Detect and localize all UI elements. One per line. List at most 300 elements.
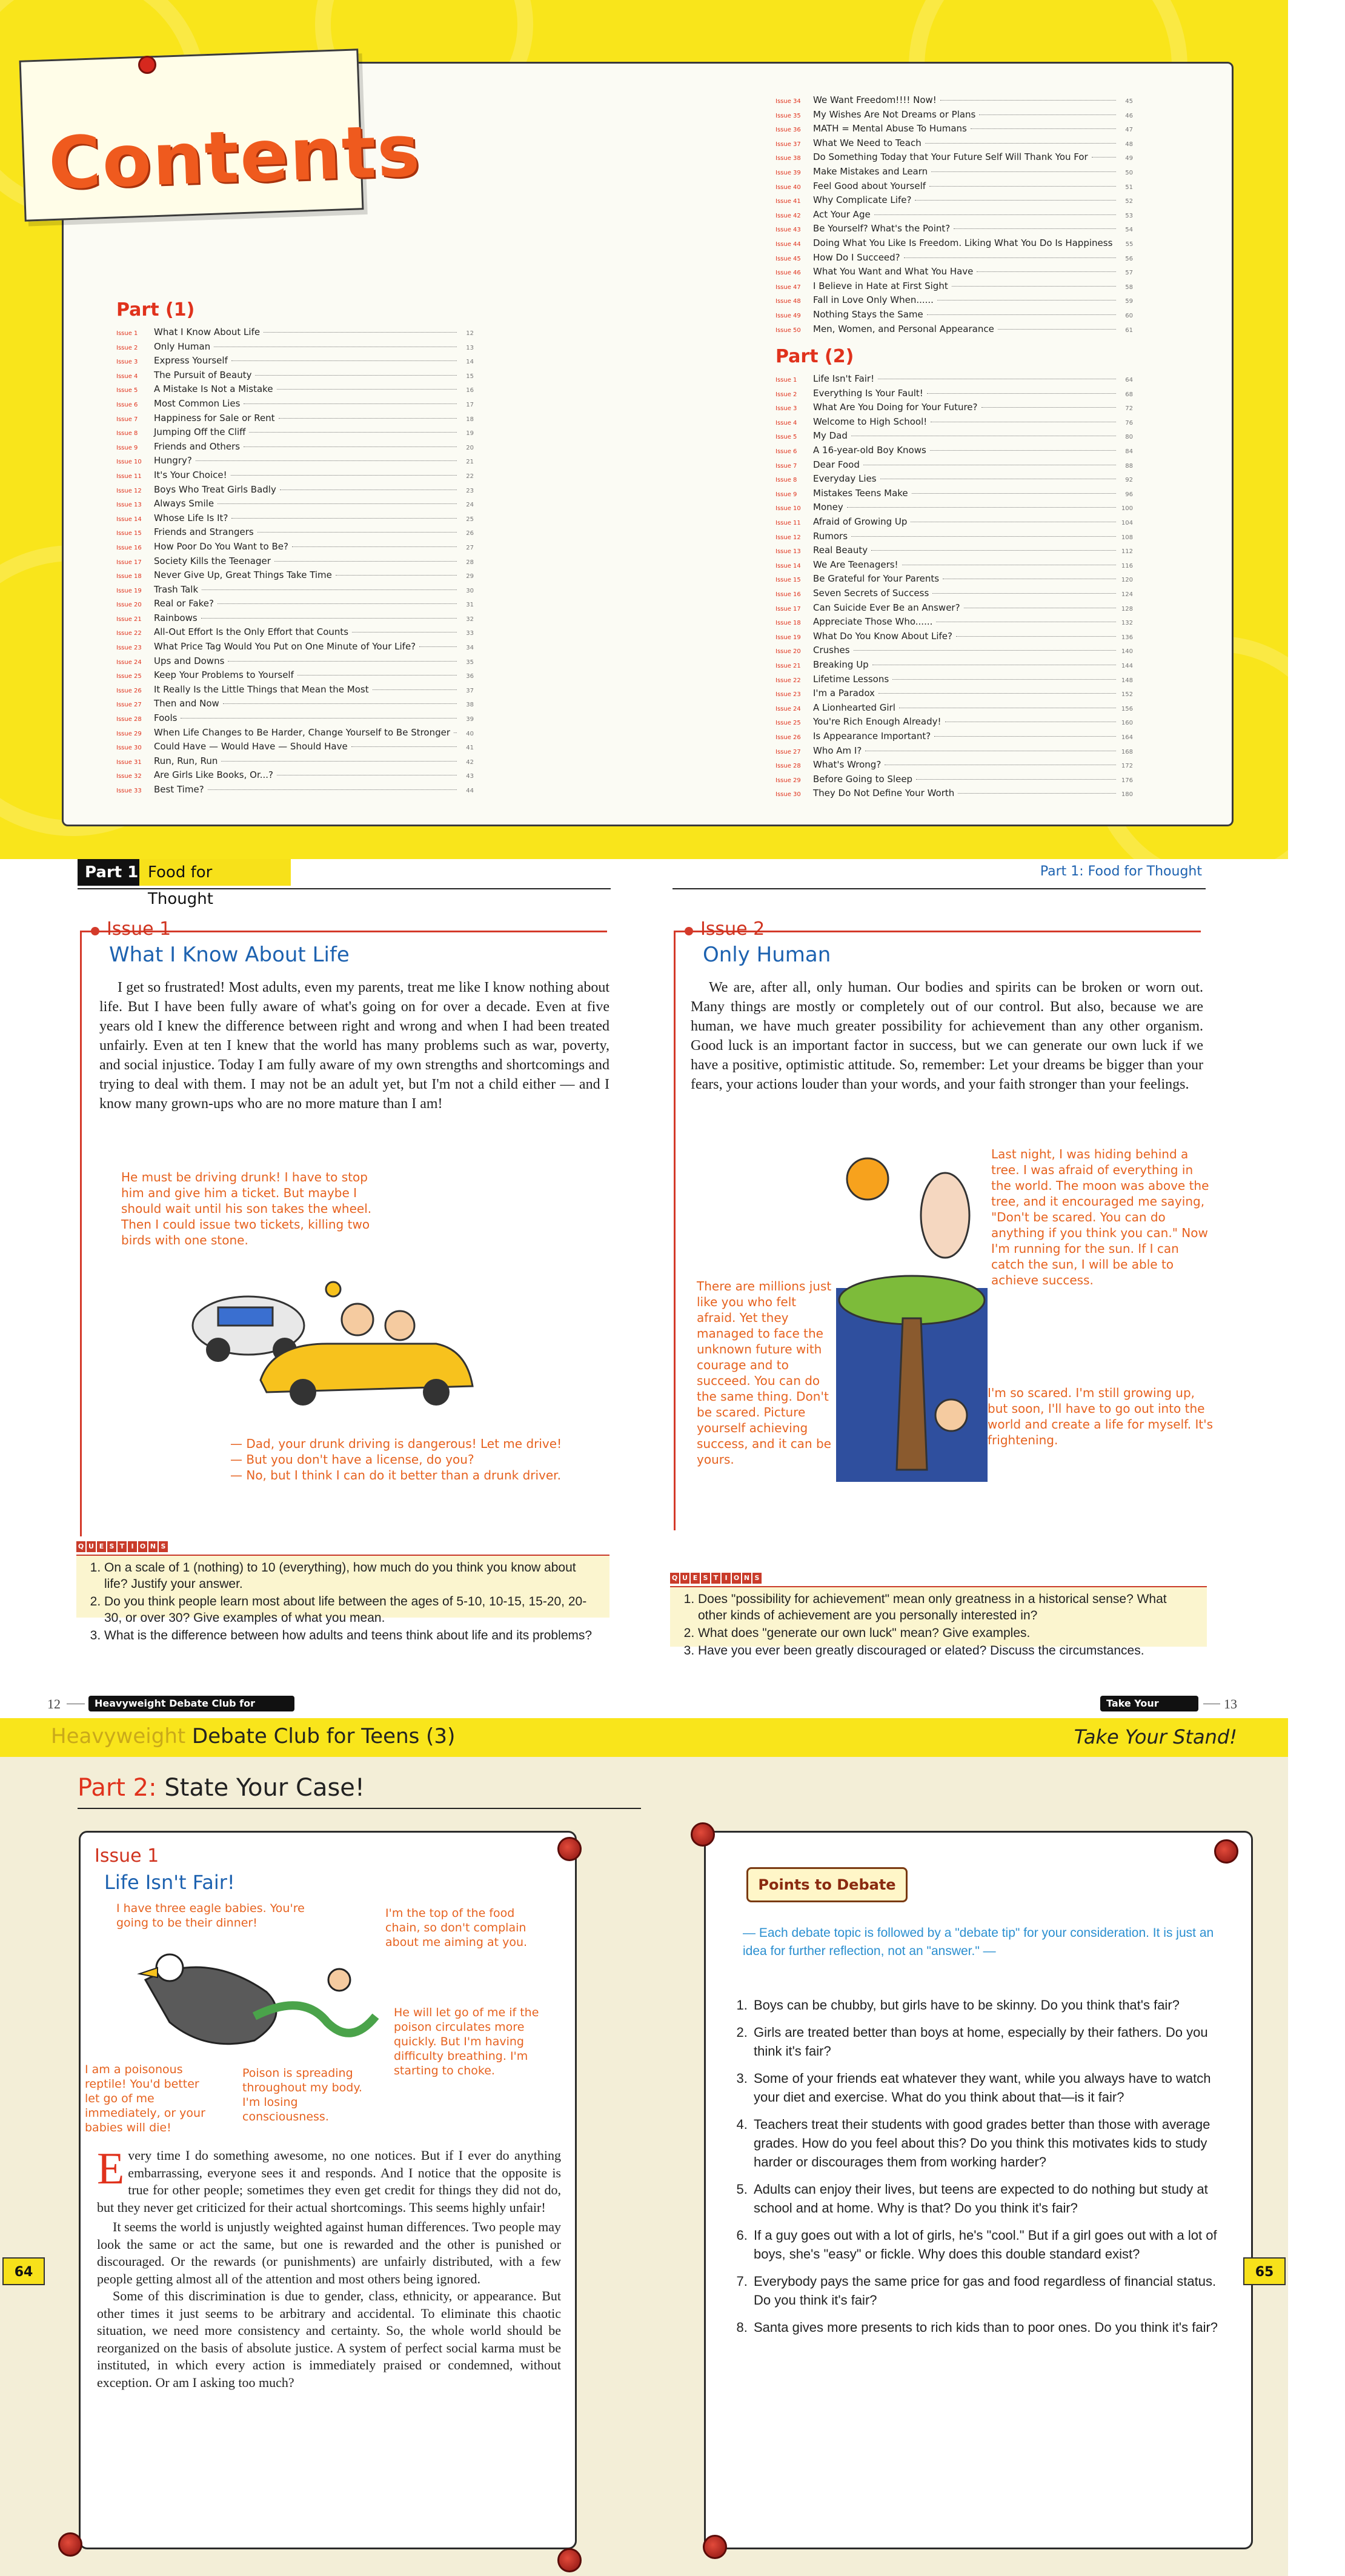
toc-entry[interactable] — [775, 373, 1133, 388]
toc-entry[interactable] — [116, 513, 474, 527]
toc-entry[interactable] — [116, 413, 474, 427]
toc-page-number: 54 — [1125, 227, 1133, 234]
toc-entry[interactable] — [775, 716, 1133, 731]
toc-issue-number: Issue 23 — [116, 645, 142, 652]
toc-issue-number: Issue 4 — [116, 373, 138, 380]
part-label: Part 2: — [78, 1774, 157, 1802]
rose-icon — [703, 2535, 727, 2559]
leader-dots — [912, 493, 1116, 494]
questions-list — [85, 1559, 601, 1644]
leader-dots — [196, 460, 457, 461]
toc-issue-number: Issue 26 — [116, 687, 142, 694]
toc-entry-title: Trash Talk — [154, 583, 199, 595]
toc-entry[interactable] — [116, 427, 474, 441]
toc-entry[interactable] — [775, 559, 1133, 574]
cartoon-caption: Poison is spreading throughout my body. I'm losing consciousness. — [242, 2066, 362, 2123]
toc-page-number: 156 — [1121, 705, 1133, 712]
body-paragraph: It seems the world is unjustly weighted against human differences. Two people may look the same or act the same, but one is rewarded and the other is punished or discouraged. Or the rewards (or punishments) are unfairly distributed, with a few people getting almost all of the attention and most others being ignored. — [97, 2219, 561, 2286]
leader-dots — [892, 679, 1116, 680]
push-pin-icon — [138, 56, 156, 74]
toc-issue-number: Issue 30 — [116, 745, 142, 752]
issue-number: Issue 2 — [700, 918, 765, 940]
toc-entry[interactable] — [775, 602, 1133, 617]
header-rule — [78, 1808, 641, 1809]
toc-page-number: 30 — [466, 587, 474, 594]
leader-dots — [925, 143, 1116, 144]
leader-dots — [373, 689, 457, 690]
toc-entry-title: A Mistake Is Not a Mistake — [154, 383, 273, 395]
toc-issue-number: Issue 38 — [775, 155, 801, 162]
toc-page-number: 19 — [466, 430, 474, 437]
toc-entry[interactable] — [116, 455, 474, 470]
series-title: Take Your Stand! — [1074, 1725, 1237, 1748]
toc-entry[interactable] — [116, 526, 474, 541]
toc-entry-title: Express Yourself — [154, 355, 228, 367]
toc-page-number: 49 — [1125, 155, 1133, 162]
issue-title: What I Know About Life — [109, 943, 350, 967]
toc-entry-title: Hungry? — [154, 455, 192, 466]
toc-entry[interactable] — [116, 484, 474, 499]
questions-list — [679, 1591, 1198, 1659]
issue-number: Issue 1 — [107, 918, 171, 940]
body-paragraph: Some of this discrimination is due to gender, class, ethnicity, or appearance. But other times it just seems to be arbitrary and accidental. To eliminate this chaotic situation, we need more consistency and certainty. So, the whole world should be reorganized on the basis of absolute justice. A system of perfect social karma must be instituted, in which every action is immediately praised or condemned, without exception. Or am I asking too much? — [97, 2288, 561, 2390]
toc-page-number: 160 — [1121, 720, 1133, 727]
police-car-illustration — [182, 1259, 497, 1410]
toc-page-number: 60 — [1125, 312, 1133, 319]
toc-page-number: 14 — [466, 359, 474, 366]
toc-entry[interactable] — [775, 194, 1133, 209]
toc-entry[interactable] — [775, 645, 1133, 659]
toc-issue-number: Issue 47 — [775, 284, 801, 291]
toc-entry[interactable] — [116, 556, 474, 570]
part-heading — [78, 1774, 365, 1802]
toc-entry-title: Welcome to High School! — [813, 416, 928, 427]
toc-entry[interactable] — [775, 688, 1133, 702]
toc-issue-number: Issue 32 — [116, 773, 142, 780]
toc-page-number: 152 — [1121, 691, 1133, 699]
page-number-tab: 64 — [2, 2257, 45, 2285]
toc-entry[interactable] — [775, 109, 1133, 124]
toc-entry-title: All-Out Effort Is the Only Effort that Counts — [154, 626, 349, 638]
leader-dots — [249, 432, 457, 433]
toc-entry[interactable] — [116, 327, 474, 341]
toc-entry-title: Rumors — [813, 530, 848, 542]
toc-entry-title: Be Grateful for Your Parents — [813, 573, 940, 585]
toc-issue-number: Issue 27 — [116, 702, 142, 709]
toc-issue-number: Issue 15 — [116, 530, 142, 537]
toc-page-number: 88 — [1125, 462, 1133, 470]
toc-entry[interactable] — [116, 712, 474, 727]
toc-issue-number: Issue 17 — [775, 605, 801, 612]
toc-page-number: 58 — [1125, 284, 1133, 291]
toc-entry[interactable] — [775, 123, 1133, 138]
leader-dots — [208, 789, 457, 790]
toc-page-number: 52 — [1125, 198, 1133, 205]
toc-entry[interactable] — [775, 516, 1133, 531]
debate-topic: 8. Santa gives more presents to rich kids than to poor ones. Do you think it's fair? — [751, 2318, 1227, 2337]
toc-page-number: 100 — [1121, 505, 1133, 513]
toc-issue-number: Issue 20 — [775, 648, 801, 656]
toc-entry[interactable] — [116, 355, 474, 370]
toc-entry[interactable] — [775, 402, 1133, 416]
toc-page-number: 124 — [1121, 591, 1133, 598]
toc-issue-number: Issue 29 — [116, 730, 142, 737]
toc-entry-title: Jumping Off the Cliff — [154, 427, 246, 438]
toc-entry[interactable] — [775, 95, 1133, 109]
toc-entry[interactable] — [775, 416, 1133, 431]
debate-topic: 1. Boys can be chubby, but girls have to be skinny. Do you think that's fair? — [751, 1996, 1227, 2014]
toc-entry-title: Real Beauty — [813, 545, 868, 556]
toc-entry[interactable] — [775, 745, 1133, 760]
leader-dots — [940, 100, 1116, 101]
spread-pages-12-13 — [0, 859, 1288, 1718]
issue-body: I get so frustrated! Most adults, even my parents, treat me like I know nothing about life. But I have been fully aware of what's going on for over a decade. Even at five years old I knew the difference between right and wrong and when I had been treated unfairly. Even at ten I knew that the world has many problems such as war, poverty, and social injustice. Today I am fully aware of my own strengths and shortcomings and trying to deal with them. I may not be an adult yet, but I'm not a child either — and I know many grown-ups who are no more mature than I am! — [99, 980, 609, 1112]
toc-issue-number: Issue 31 — [116, 759, 142, 766]
toc-page-number: 53 — [1125, 212, 1133, 219]
toc-entry[interactable] — [775, 445, 1133, 459]
toc-entry-title: How Poor Do You Want to Be? — [154, 540, 288, 552]
toc-page-number: 57 — [1125, 270, 1133, 277]
leader-dots — [218, 503, 457, 504]
toc-entry[interactable] — [116, 656, 474, 670]
toc-issue-number: Issue 19 — [116, 587, 142, 594]
toc-entry[interactable] — [775, 237, 1133, 252]
toc-issue-number: Issue 10 — [116, 459, 142, 466]
toc-issue-number: Issue 3 — [116, 359, 138, 366]
question-item: 1. On a scale of 1 (nothing) to 10 (everything), how much do you think you know about life? Justify your answer. — [104, 1559, 601, 1592]
toc-entry-title: Can Suicide Ever Be an Answer? — [813, 602, 960, 613]
toc-entry[interactable] — [775, 281, 1133, 295]
toc-page-number: 43 — [466, 773, 474, 780]
debate-topic: 4. Teachers treat their students with good grades better than those with average grades. How do you feel about this? Do you think this motivates kids to study harder or discourages them from working harder? — [751, 2115, 1227, 2171]
paragraph-text: very time I do something awesome, no one notices. But if I ever do anything embarrassing, everyone sees it and responds. And I notice that the opposite is true for other people; sometimes they even get credit for things they did not do, but they never get criticized for their actual shortcomings. This seems highly unfair! — [97, 2148, 561, 2215]
toc-entry[interactable] — [775, 774, 1133, 788]
sun-tree-illustration — [830, 1143, 994, 1494]
toc-page-number: 164 — [1121, 734, 1133, 741]
toc-issue-number: Issue 48 — [775, 298, 801, 305]
debate-topic: 5. Adults can enjoy their lives, but teens are expected to do nothing but study at school and at home. Why is that? Do you think it's fair? — [751, 2180, 1227, 2217]
toc-issue-number: Issue 50 — [775, 327, 801, 334]
toc-entry[interactable] — [775, 573, 1133, 588]
cartoon-caption: Last night, I was hiding behind a tree. I was afraid of everything in the world. The moon was above the tree, and it encouraged me saying, "Don't be scared. You can do anything if you think you can." Now I'm running for the sun. If I can catch the sun, I will be able to achieve success. — [991, 1147, 1209, 1287]
toc-issue-number: Issue 8 — [116, 430, 138, 437]
toc-issue-number: Issue 17 — [116, 559, 142, 566]
toc-entry[interactable] — [775, 294, 1133, 309]
toc-entry-title: Best Time? — [154, 784, 204, 795]
toc-entry[interactable] — [116, 398, 474, 413]
toc-entry-title: Run, Run, Run — [154, 755, 218, 766]
toc-entry[interactable] — [775, 252, 1133, 267]
toc-page-number: 15 — [466, 373, 474, 380]
leader-dots — [221, 761, 457, 762]
toc-page-number: 36 — [466, 673, 474, 680]
body-paragraph — [97, 2144, 561, 2216]
toc-issue-number: Issue 43 — [775, 227, 801, 234]
toc-issue-number: Issue 28 — [775, 763, 801, 770]
header-rule — [672, 888, 1206, 889]
toc-entry[interactable] — [775, 759, 1133, 774]
dialogue-line: — No, but I think I can do it better than a drunk driver. — [230, 1468, 561, 1482]
leader-dots — [231, 518, 457, 519]
question-item: 1. Does "possibility for achievement" mean only greatness in a historical sense? What other kinds of achievement are you personally interested in? — [698, 1591, 1198, 1624]
toc-issue-number: Issue 6 — [775, 448, 797, 456]
toc-entry[interactable] — [775, 588, 1133, 602]
debate-intro: — Each debate topic is followed by a "debate tip" for your consideration. It is just an idea for further reflection, not an "answer." — — [743, 1926, 1214, 1958]
questions-letter: E — [691, 1573, 700, 1584]
toc-entry-title: My Wishes Are Not Dreams or Plans — [813, 108, 976, 120]
toc-entry[interactable] — [116, 341, 474, 356]
issue-title: Only Human — [703, 943, 831, 967]
toc-issue-number: Issue 6 — [116, 401, 138, 408]
issue-title: Life Isn't Fair! — [104, 1871, 235, 1894]
toc-page-number: 72 — [1125, 405, 1133, 413]
toc-issue-number: Issue 21 — [116, 616, 142, 623]
toc-entry[interactable] — [775, 209, 1133, 224]
cartoon-caption: I'm the top of the food chain, so don't complain about me aiming at you. — [385, 1907, 528, 1949]
toc-entry-title: My Dad — [813, 430, 848, 442]
cartoon-caption: There are millions just like you who felt afraid. Yet they managed to face the unknown future with courage and to succeed. You can do the same thing. Don't be scared. Picture yourself achieving success, and it can be yours. — [697, 1279, 832, 1467]
toc-page-number: 108 — [1121, 534, 1133, 541]
toc-entry[interactable] — [116, 698, 474, 712]
toc-entry-title: Are Girls Like Books, Or...? — [154, 769, 274, 781]
toc-issue-number: Issue 15 — [775, 577, 801, 584]
toc-page-number: 26 — [466, 530, 474, 537]
toc-entry[interactable] — [116, 669, 474, 684]
toc-entry[interactable] — [116, 569, 474, 584]
toc-page-number: 51 — [1125, 184, 1133, 191]
toc-entry[interactable] — [775, 151, 1133, 166]
toc-page-number: 47 — [1125, 127, 1133, 134]
toc-entry-title: Whose Life Is It? — [154, 512, 228, 523]
toc-page-number: 29 — [466, 573, 474, 580]
toc-entry-title: A Lionhearted Girl — [813, 702, 895, 713]
leader-dots — [847, 507, 1116, 508]
toc-entry[interactable] — [116, 741, 474, 755]
leader-dots — [297, 675, 457, 676]
toc-page-number: 25 — [466, 516, 474, 523]
debate-topics-list — [731, 1996, 1227, 2345]
toc-entry[interactable] — [775, 531, 1133, 545]
rose-icon — [58, 2532, 82, 2557]
leader-dots — [927, 314, 1116, 315]
toc-page-number: 61 — [1125, 327, 1133, 334]
toc-entry[interactable] — [116, 541, 474, 556]
toc-entry-title: Never Give Up, Great Things Take Time — [154, 569, 332, 581]
toc-entry-title: Rainbows — [154, 612, 198, 623]
leader-dots — [336, 575, 457, 576]
toc-issue-number: Issue 40 — [775, 184, 801, 191]
toc-part2-heading: Part (2) — [775, 346, 854, 368]
toc-part1-column — [116, 299, 474, 798]
leader-dots — [351, 746, 457, 747]
toc-issue-number: Issue 10 — [775, 505, 801, 513]
toc-page-number: 22 — [466, 473, 474, 480]
toc-entry-title: Everything Is Your Fault! — [813, 387, 923, 399]
toc-entry[interactable] — [775, 473, 1133, 488]
dialogue-line: — But you don't have a license, do you? — [230, 1452, 474, 1467]
toc-list — [775, 373, 1133, 802]
toc-entry[interactable] — [775, 309, 1133, 324]
leader-dots — [927, 393, 1116, 394]
leader-dots — [878, 693, 1116, 694]
toc-entry-title: Be Yourself? What's the Point? — [813, 223, 951, 234]
toc-entry[interactable] — [775, 545, 1133, 559]
toc-entry-title: Everyday Lies — [813, 473, 877, 485]
leader-dots — [874, 214, 1116, 215]
toc-entry[interactable] — [116, 441, 474, 456]
toc-issue-number: Issue 23 — [775, 691, 801, 699]
toc-entry[interactable] — [116, 727, 474, 742]
toc-entry[interactable] — [116, 498, 474, 513]
toc-issue-number: Issue 26 — [775, 734, 801, 741]
toc-page-number: 56 — [1125, 255, 1133, 262]
toc-entry-title: Then and Now — [154, 698, 219, 709]
cartoon-caption: He must be driving drunk! I have to stop him and give him a ticket. But maybe I should wait until his son takes the wheel. Then I could issue two tickets, killing two birds with one stone. — [121, 1170, 372, 1247]
leader-dots — [904, 257, 1116, 258]
toc-issue-number: Issue 2 — [775, 391, 797, 398]
toc-entry-title: The Pursuit of Beauty — [154, 369, 252, 380]
leader-dots — [916, 779, 1116, 780]
toc-issue-number: Issue 20 — [116, 602, 142, 609]
toc-issue-number: Issue 13 — [775, 548, 801, 556]
toc-entry[interactable] — [775, 166, 1133, 181]
toc-page-number: 23 — [466, 487, 474, 494]
toc-entry[interactable] — [775, 488, 1133, 502]
questions-letter: S — [701, 1573, 710, 1584]
toc-entry-title: Act Your Age — [813, 208, 871, 220]
toc-entry[interactable] — [116, 598, 474, 612]
leader-dots — [218, 603, 457, 604]
toc-entry[interactable] — [116, 383, 474, 398]
toc-entry[interactable] — [775, 502, 1133, 516]
toc-entry[interactable] — [775, 138, 1133, 152]
toc-entry[interactable] — [775, 702, 1133, 717]
leader-dots — [274, 561, 457, 562]
question-item: 2. What does "generate our own luck" mean? Give examples. — [698, 1625, 1198, 1641]
cartoon-caption: He will let go of me if the poison circulates more quickly. But I'm having difficulty breathing. I'm starting to choke. — [394, 2006, 539, 2077]
toc-entry[interactable] — [116, 755, 474, 770]
brand-light: Heavyweight — [51, 1724, 186, 1748]
toc-page-number: 59 — [1125, 298, 1133, 305]
toc-entry-title: Happiness for Sale or Rent — [154, 412, 275, 423]
toc-issue-number: Issue 3 — [775, 405, 797, 413]
toc-entry[interactable] — [775, 223, 1133, 237]
toc-page-number: 68 — [1125, 391, 1133, 398]
questions-letter: T — [118, 1541, 127, 1552]
toc-entry[interactable] — [775, 266, 1133, 281]
toc-entry[interactable] — [775, 631, 1133, 645]
leader-dots — [454, 732, 457, 733]
toc-entry[interactable] — [775, 388, 1133, 402]
toc-entry-title: Friends and Others — [154, 440, 241, 452]
page-number-tab: 65 — [1243, 2257, 1286, 2285]
toc-page-number: 128 — [1121, 605, 1133, 612]
page-number: 12 — [47, 1696, 61, 1711]
questions-letter: E — [97, 1541, 106, 1552]
toc-entry-title: You're Rich Enough Already! — [813, 716, 942, 728]
toc-entry-title: Friends and Strangers — [154, 526, 254, 538]
toc-entry-title: Real or Fake? — [154, 598, 214, 609]
toc-issue-number: Issue 2 — [116, 344, 138, 351]
questions-box — [76, 1555, 609, 1642]
toc-page-number: 12 — [466, 330, 474, 337]
toc-entry-title: Make Mistakes and Learn — [813, 165, 928, 177]
toc-entry[interactable] — [116, 370, 474, 384]
toc-entry-title: What's Wrong? — [813, 759, 882, 771]
questions-letter: Q — [76, 1541, 85, 1552]
toc-issue-number: Issue 39 — [775, 169, 801, 176]
toc-issue-number: Issue 11 — [116, 473, 142, 480]
toc-page-number: 35 — [466, 659, 474, 666]
toc-entry[interactable] — [775, 181, 1133, 195]
toc-list — [775, 95, 1133, 337]
toc-entry-title: Could Have — Would Have — Should Have — [154, 741, 348, 752]
toc-entry[interactable] — [775, 659, 1133, 674]
drop-cap: E — [97, 2144, 125, 2194]
questions-letter: T — [711, 1573, 720, 1584]
leader-dots — [228, 661, 457, 662]
toc-entry-title: Life Isn't Fair! — [813, 373, 875, 385]
toc-entry[interactable] — [775, 616, 1133, 631]
toc-page-number: 180 — [1121, 791, 1133, 798]
leader-dots — [930, 450, 1116, 451]
toc-page-number: 42 — [466, 759, 474, 766]
cartoon-dialogue — [230, 1436, 606, 1483]
toc-issue-number: Issue 35 — [775, 112, 801, 119]
toc-entry[interactable] — [775, 674, 1133, 688]
toc-entry[interactable] — [116, 470, 474, 484]
toc-page-number: 55 — [1125, 241, 1134, 248]
questions-label — [670, 1573, 762, 1584]
toc-entry[interactable] — [116, 641, 474, 656]
leader-dots — [244, 446, 457, 447]
toc-entry[interactable] — [116, 769, 474, 784]
part-header-title: Food for Thought — [139, 859, 291, 886]
toc-entry[interactable] — [775, 731, 1133, 745]
toc-entry[interactable] — [775, 430, 1133, 445]
questions-label — [76, 1541, 168, 1552]
toc-entry-title: Only Human — [154, 340, 211, 352]
cartoon-caption: I'm so scared. I'm still growing up, but soon, I'll have to go out into the world and create a life for myself. It's frightening. — [988, 1386, 1214, 1447]
toc-issue-number: Issue 28 — [116, 716, 142, 723]
toc-page-number: 48 — [1125, 141, 1133, 148]
toc-entry[interactable] — [116, 784, 474, 798]
toc-page-number: 40 — [466, 730, 474, 737]
toc-entry[interactable] — [116, 684, 474, 699]
toc-issue-number: Issue 1 — [775, 377, 797, 384]
questions-letter: N — [148, 1541, 158, 1552]
leader-dots — [202, 589, 457, 590]
toc-issue-number: Issue 22 — [775, 677, 801, 684]
toc-entry[interactable] — [775, 324, 1133, 338]
toc-entry[interactable] — [116, 612, 474, 627]
toc-page-number: 172 — [1121, 763, 1133, 770]
leader-dots — [931, 171, 1116, 172]
toc-entry-title: Dear Food — [813, 459, 860, 470]
toc-page-number: 148 — [1121, 677, 1133, 684]
toc-entry[interactable] — [775, 459, 1133, 474]
toc-page-number: 144 — [1121, 662, 1133, 669]
book-brand — [51, 1724, 455, 1748]
toc-entry-title: Always Smile — [154, 498, 214, 510]
toc-entry[interactable] — [775, 788, 1133, 802]
toc-entry[interactable] — [116, 626, 474, 641]
toc-entry-title: What Are You Doing for Your Future? — [813, 402, 978, 413]
toc-entry[interactable] — [116, 584, 474, 599]
toc-entry-title: What Do You Know About Life? — [813, 630, 952, 642]
toc-entry-title: What We Need to Teach — [813, 137, 922, 148]
leader-dots — [854, 650, 1116, 651]
